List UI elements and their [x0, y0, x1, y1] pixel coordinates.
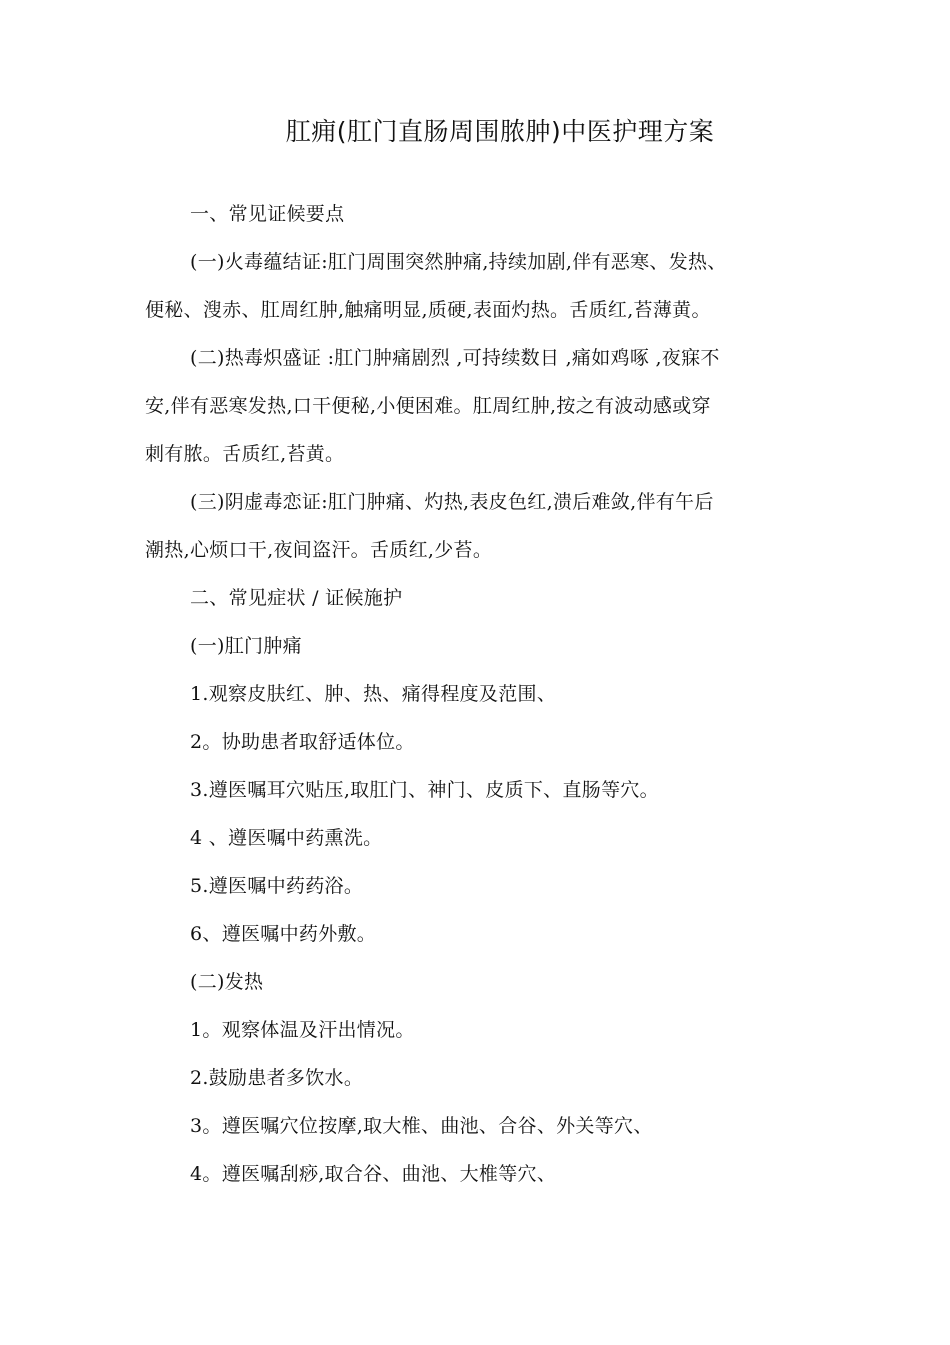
list-item: 2.鼓励患者多饮水。	[190, 1067, 364, 1089]
list-item: 4 、遵医嘱中药熏洗。	[190, 827, 383, 849]
paragraph-line: (三)阴虚毒恋证:肛门肿痛、灼热,表皮色红,溃后难敛,伴有午后	[190, 491, 714, 513]
list-item: 4。遵医嘱刮痧,取合谷、曲池、大椎等穴、	[190, 1163, 557, 1185]
paragraph-line: (一)火毒蕴结证:肛门周围突然肿痛,持续加剧,伴有恶寒、发热、	[190, 251, 727, 273]
subsection-heading: (二)发热	[190, 971, 264, 993]
list-item: 2。协助患者取舒适体位。	[190, 731, 415, 753]
section-heading-1: 一、常见证候要点	[190, 203, 345, 225]
list-item: 6、遵医嘱中药外敷。	[190, 923, 377, 945]
subsection-heading: (一)肛门肿痛	[190, 635, 302, 657]
list-item: 3。遵医嘱穴位按摩,取大椎、曲池、合谷、外关等穴、	[190, 1115, 653, 1137]
paragraph-line: (二)热毒炽盛证 :肛门肿痛剧烈 ,可持续数日 ,痛如鸡啄 ,夜寐不	[190, 347, 720, 369]
list-item: 1.观察皮肤红、肿、热、痛得程度及范围、	[190, 683, 557, 705]
list-item: 3.遵医嘱耳穴贴压,取肛门、神门、皮质下、直肠等穴。	[190, 779, 659, 801]
paragraph-line: 安,伴有恶寒发热,口干便秘,小便困难。肛周红肿,按之有波动感或穿	[145, 395, 711, 417]
list-item: 1。观察体温及汗出情况。	[190, 1019, 415, 1041]
list-item: 5.遵医嘱中药药浴。	[190, 875, 364, 897]
paragraph-line: 便秘、溲赤、肛周红肿,触痛明显,质硬,表面灼热。舌质红,苔薄黄。	[145, 299, 711, 321]
paragraph-line: 刺有脓。舌质红,苔黄。	[145, 443, 345, 465]
section-heading-2: 二、常见症状 / 证候施护	[190, 587, 403, 609]
document-title: 肛痈(肛门直肠周围脓肿)中医护理方案	[285, 117, 715, 146]
paragraph-line: 潮热,心烦口干,夜间盗汗。舌质红,少苔。	[145, 539, 493, 561]
